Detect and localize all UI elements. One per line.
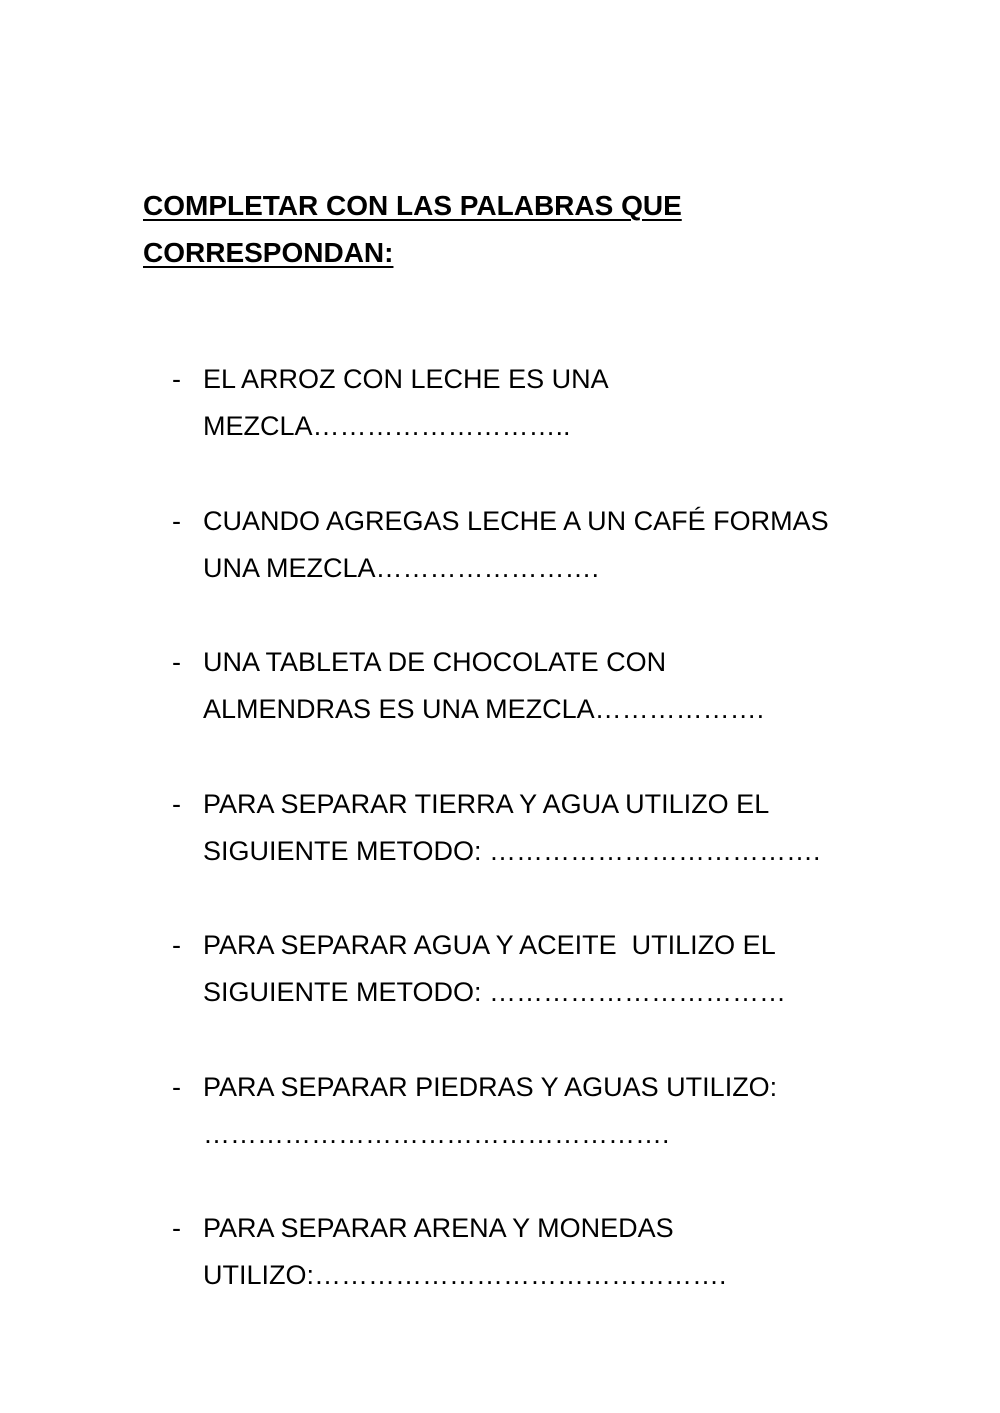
question-text <box>203 356 863 450</box>
question-blank-line: MEZCLA……………………….. <box>203 411 571 441</box>
question-item-6 <box>0 1064 1000 1206</box>
question-item-3 <box>0 639 1000 781</box>
bullet-dash: - <box>172 1213 181 1243</box>
bullet-dash: - <box>172 788 181 819</box>
question-blank-line: ALMENDRAS ES UNA MEZCLA………………. <box>203 694 765 724</box>
question-text <box>203 639 863 733</box>
question-text <box>203 1205 863 1299</box>
question-item-4 <box>0 781 1000 923</box>
question-item-1 <box>0 356 1000 498</box>
bullet-dash: - <box>172 1071 181 1102</box>
question-text <box>203 922 863 1016</box>
question-line-1: PARA SEPARAR TIERRA Y AGUA UTILIZO EL <box>203 788 770 819</box>
question-item-5 <box>0 922 1000 1064</box>
question-text <box>203 1064 863 1158</box>
question-text <box>203 498 863 592</box>
question-line-1: UNA TABLETA DE CHOCOLATE CON <box>203 647 667 677</box>
bullet-dash: - <box>172 364 181 394</box>
question-text <box>203 781 863 875</box>
question-item-2 <box>0 498 1000 640</box>
question-blank-line: SIGUIENTE METODO: …………………………… <box>203 977 787 1007</box>
question-line-1: PARA SEPARAR ARENA Y MONEDAS <box>203 1213 674 1243</box>
question-line-1: CUANDO AGREGAS LECHE A UN CAFÉ FORMAS <box>203 505 829 536</box>
worksheet-title <box>143 182 843 276</box>
question-line-1: PARA SEPARAR AGUA Y ACEITE UTILIZO EL <box>203 930 776 960</box>
bullet-dash: - <box>172 505 181 536</box>
question-blank-line: SIGUIENTE METODO: ………………………………. <box>203 835 821 866</box>
bullet-dash: - <box>172 930 181 960</box>
question-line-1: PARA SEPARAR PIEDRAS Y AGUAS UTILIZO: <box>203 1071 778 1102</box>
title-line-2: CORRESPONDAN: <box>143 237 394 268</box>
question-item-7 <box>0 1205 1000 1347</box>
title-line-1: COMPLETAR CON LAS PALABRAS QUE <box>143 190 682 221</box>
question-line-1: EL ARROZ CON LECHE ES UNA <box>203 364 609 394</box>
question-blank-line: UNA MEZCLA……………………. <box>203 552 600 583</box>
question-blank-line: ……………………………………………. <box>203 1118 670 1149</box>
question-blank-line: UTILIZO:………………………………………. <box>203 1260 727 1290</box>
question-list <box>0 356 1000 1347</box>
bullet-dash: - <box>172 647 181 677</box>
